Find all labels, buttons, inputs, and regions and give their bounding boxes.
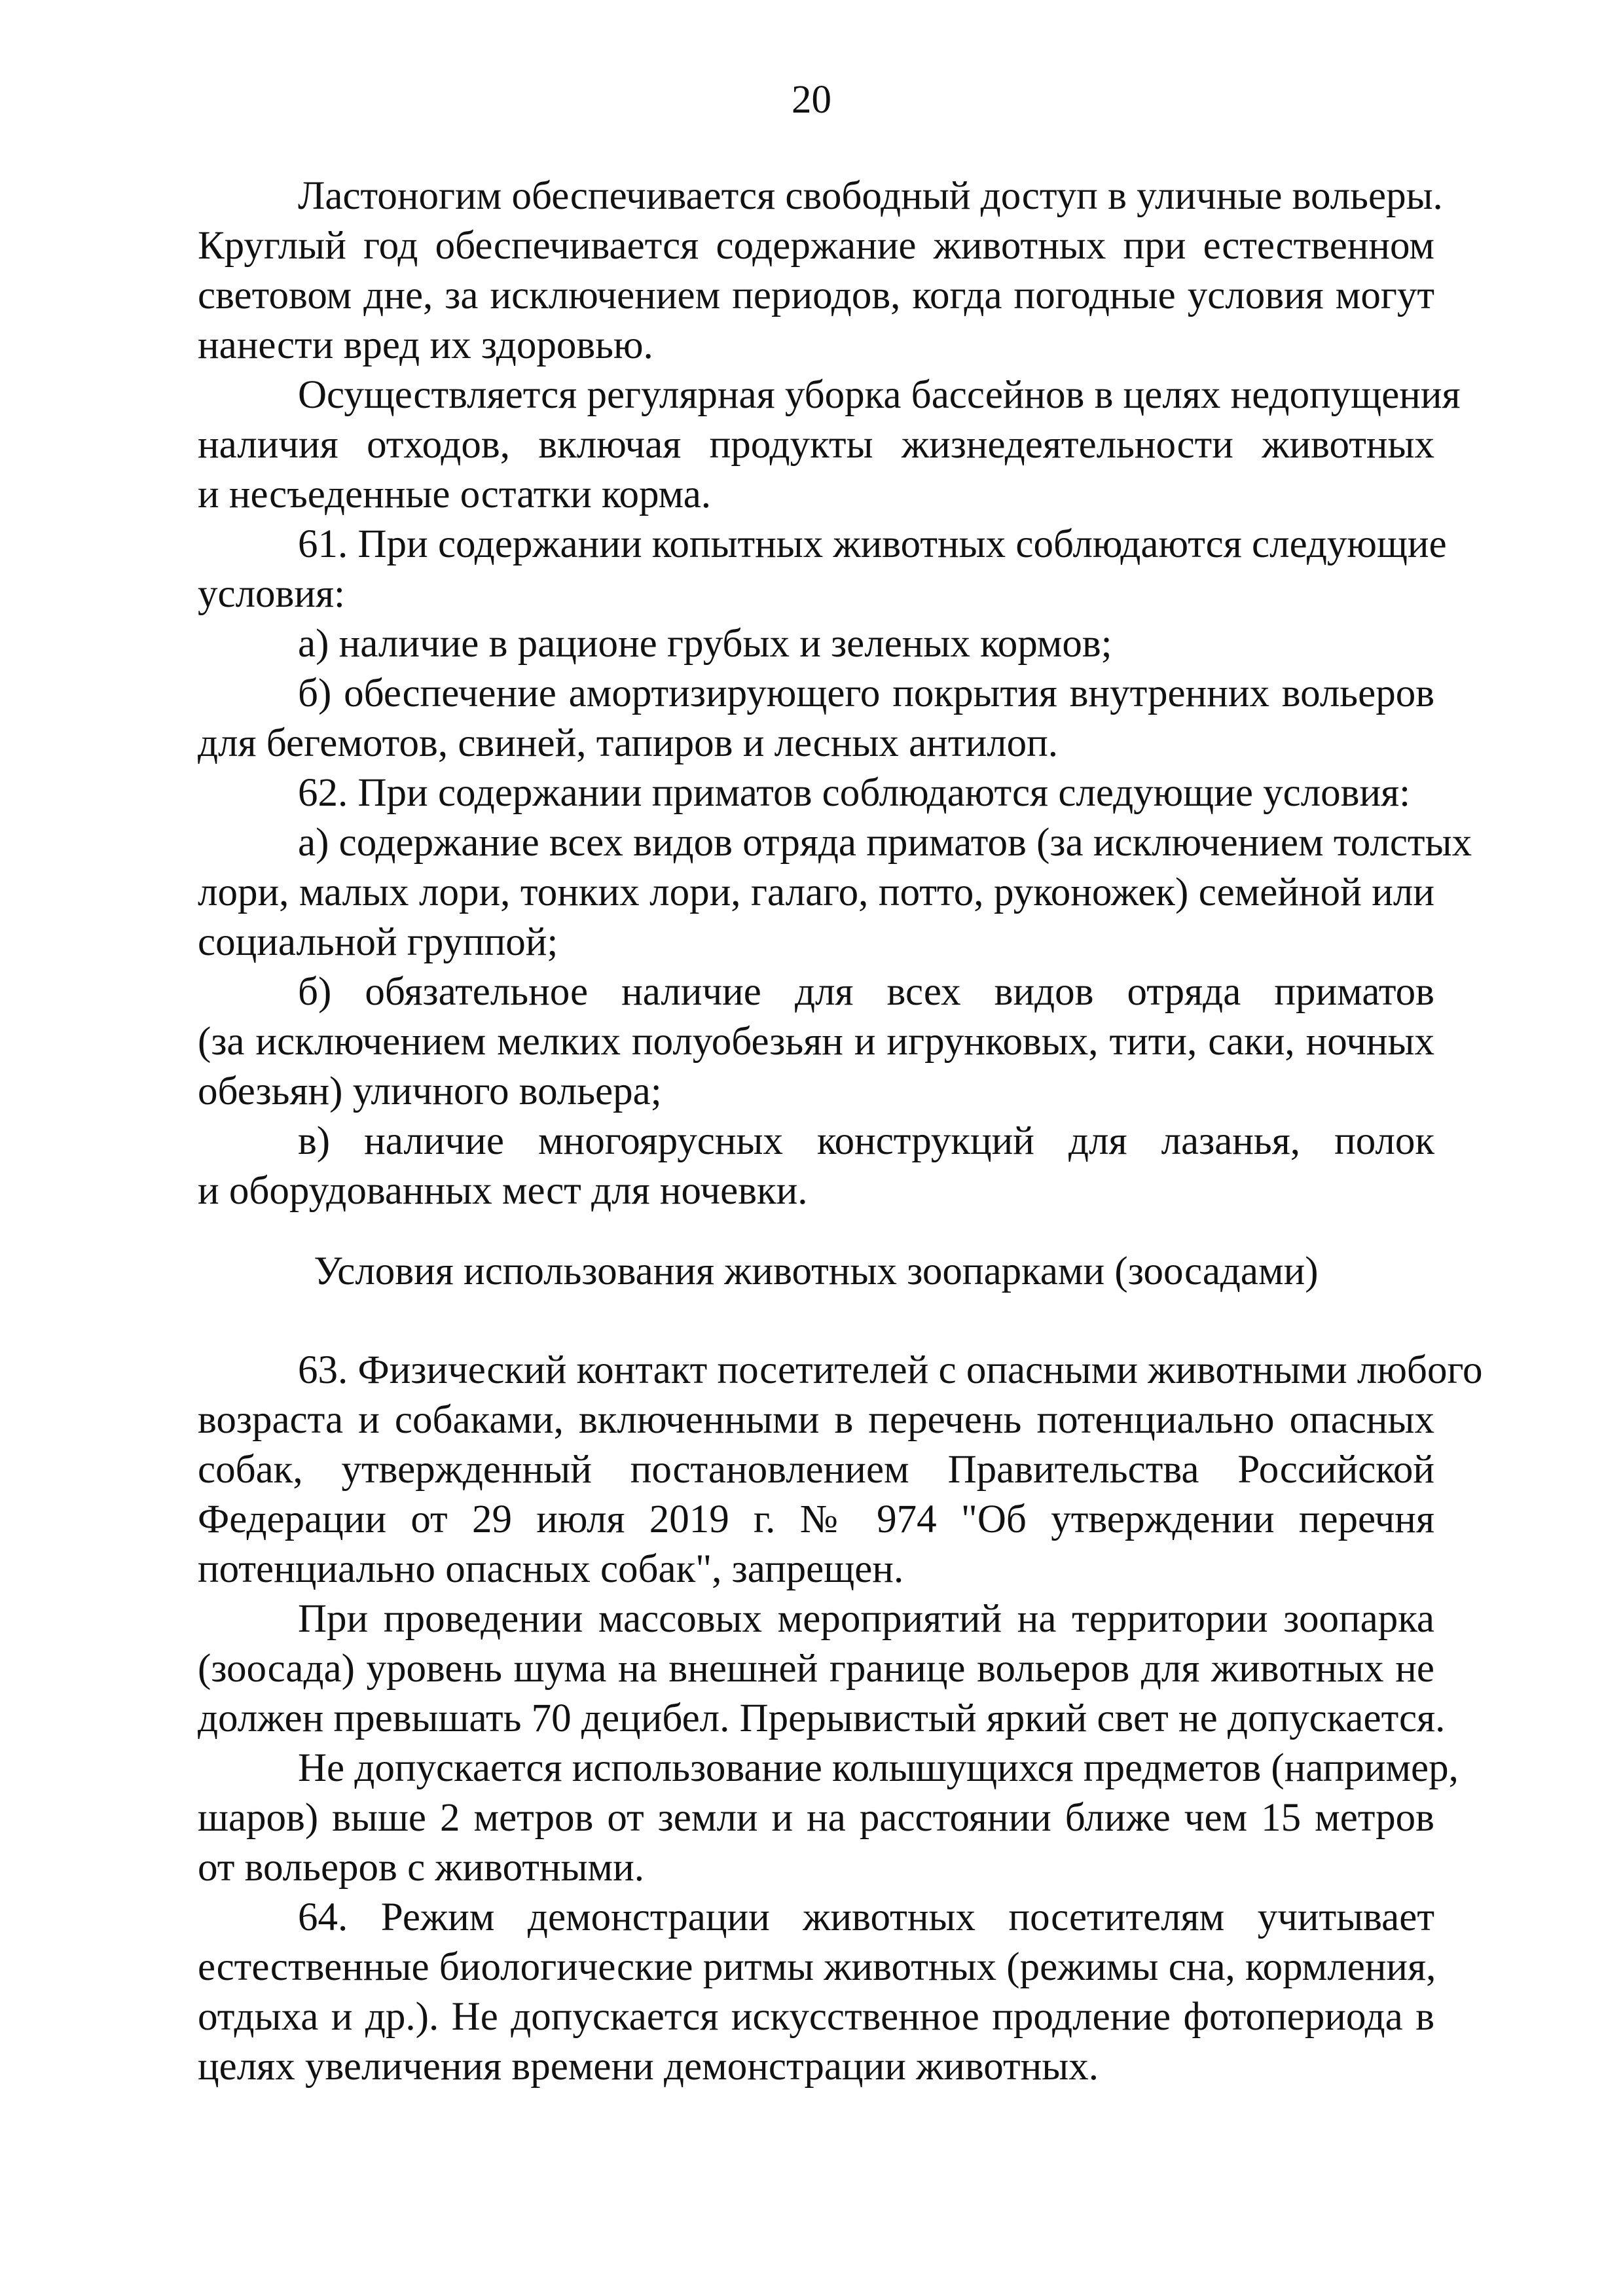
text-line: потенциально опасных собак", запрещен. [198,1547,904,1591]
text-line: в) наличие многоярусных конструкций для лазанья, полок [298,1119,1434,1163]
text-line: 61. При содержании копытных животных соблюдаются следующие [298,522,1447,566]
text-line: и несъеденные остатки корма. [198,473,712,516]
text-line: При проведении массовых мероприятий на территории зоопарка [298,1597,1434,1641]
paragraph [198,768,1434,818]
paragraph [198,1893,1434,2092]
text-line: лори, малых лори, тонких лори, галаго, потто, руконожек) семейной или [198,870,1434,914]
text-line: отдыха и др.). Не допускается искусственное продление фотопериода в [198,1995,1434,2039]
text-line: а) содержание всех видов отряда приматов (за исключением толстых [298,821,1472,865]
text-line: Федерации от 29 июля 2019 г. № 974 "Об утверждении перечня [198,1498,1434,1541]
text-line: 62. При содержании приматов соблюдаются следующие условия: [298,771,1411,815]
paragraph [198,1346,1483,1594]
text-line: световом дне, за исключением периодов, когда погодные условия могут [198,274,1434,317]
text-line: б) обеспечение амортизирующего покрытия внутренних вольеров [298,672,1434,715]
text-line: обезьян) уличного вольера; [198,1069,662,1113]
text-line: (зоосада) уровень шума на внешней границе вольеров для животных не [198,1647,1434,1691]
text-line: Осуществляется регулярная уборка бассейнов в целях недопущения [298,373,1461,417]
paragraph [198,1117,1434,1216]
paragraph [198,1594,1446,1744]
paragraph [198,370,1461,520]
paragraph [198,818,1472,967]
text-line: Круглый год обеспечивается содержание животных при естественном [198,224,1434,268]
text-line: условия: [198,572,345,616]
text-line: 64. Режим демонстрации животных посетителям учитывает [298,1895,1434,1939]
text-block-1 [198,171,1472,1216]
text-line: от вольеров с животными. [198,1846,645,1890]
text-line: естественные биологические ритмы животных (режимы сна, кормления, [198,1945,1436,1989]
paragraph [198,669,1434,768]
text-line: (за исключением мелких полуобезьян и игрунковых, тити, саки, ночных [198,1020,1434,1064]
text-line: целях увеличения времени демонстрации животных. [198,2045,1099,2089]
text-line: социальной группой; [198,920,558,964]
text-line: шаров) выше 2 метров от земли и на расстоянии ближе чем 15 метров [198,1796,1434,1840]
page-number: 20 [792,78,831,122]
paragraph [198,1744,1459,1893]
text-line: наличия отходов, включая продукты жизнедеятельности животных [198,423,1434,467]
text-block-2 [198,1346,1483,2092]
text-line: собак, утвержденный постановлением Правительства Российской [198,1448,1434,1492]
paragraph [198,967,1434,1117]
paragraph [198,520,1447,619]
text-line: 63. Физический контакт посетителей с опасными животными любого [298,1348,1483,1392]
text-line: и оборудованных мест для ночевки. [198,1169,808,1213]
paragraph [198,619,1434,669]
section-heading: Условия использования животных зоопарками (зоосадами) [314,1249,1319,1293]
text-line: Не допускается использование колышущихся предметов (например, [298,1746,1459,1790]
text-line: Ластоногим обеспечивается свободный доступ в уличные вольеры. [298,174,1443,218]
text-line: возраста и собаками, включенными в перечень потенциально опасных [198,1398,1434,1442]
paragraph [198,171,1443,370]
text-line: нанести вред их здоровью. [198,323,653,367]
text-line: а) наличие в рационе грубых и зеленых кормов; [298,622,1112,666]
text-line: б) обязательное наличие для всех видов отряда приматов [298,970,1434,1014]
text-line: для бегемотов, свиней, тапиров и лесных антилоп. [198,721,1058,765]
text-line: должен превышать 70 децибел. Прерывистый яркий свет не допускается. [198,1696,1446,1740]
